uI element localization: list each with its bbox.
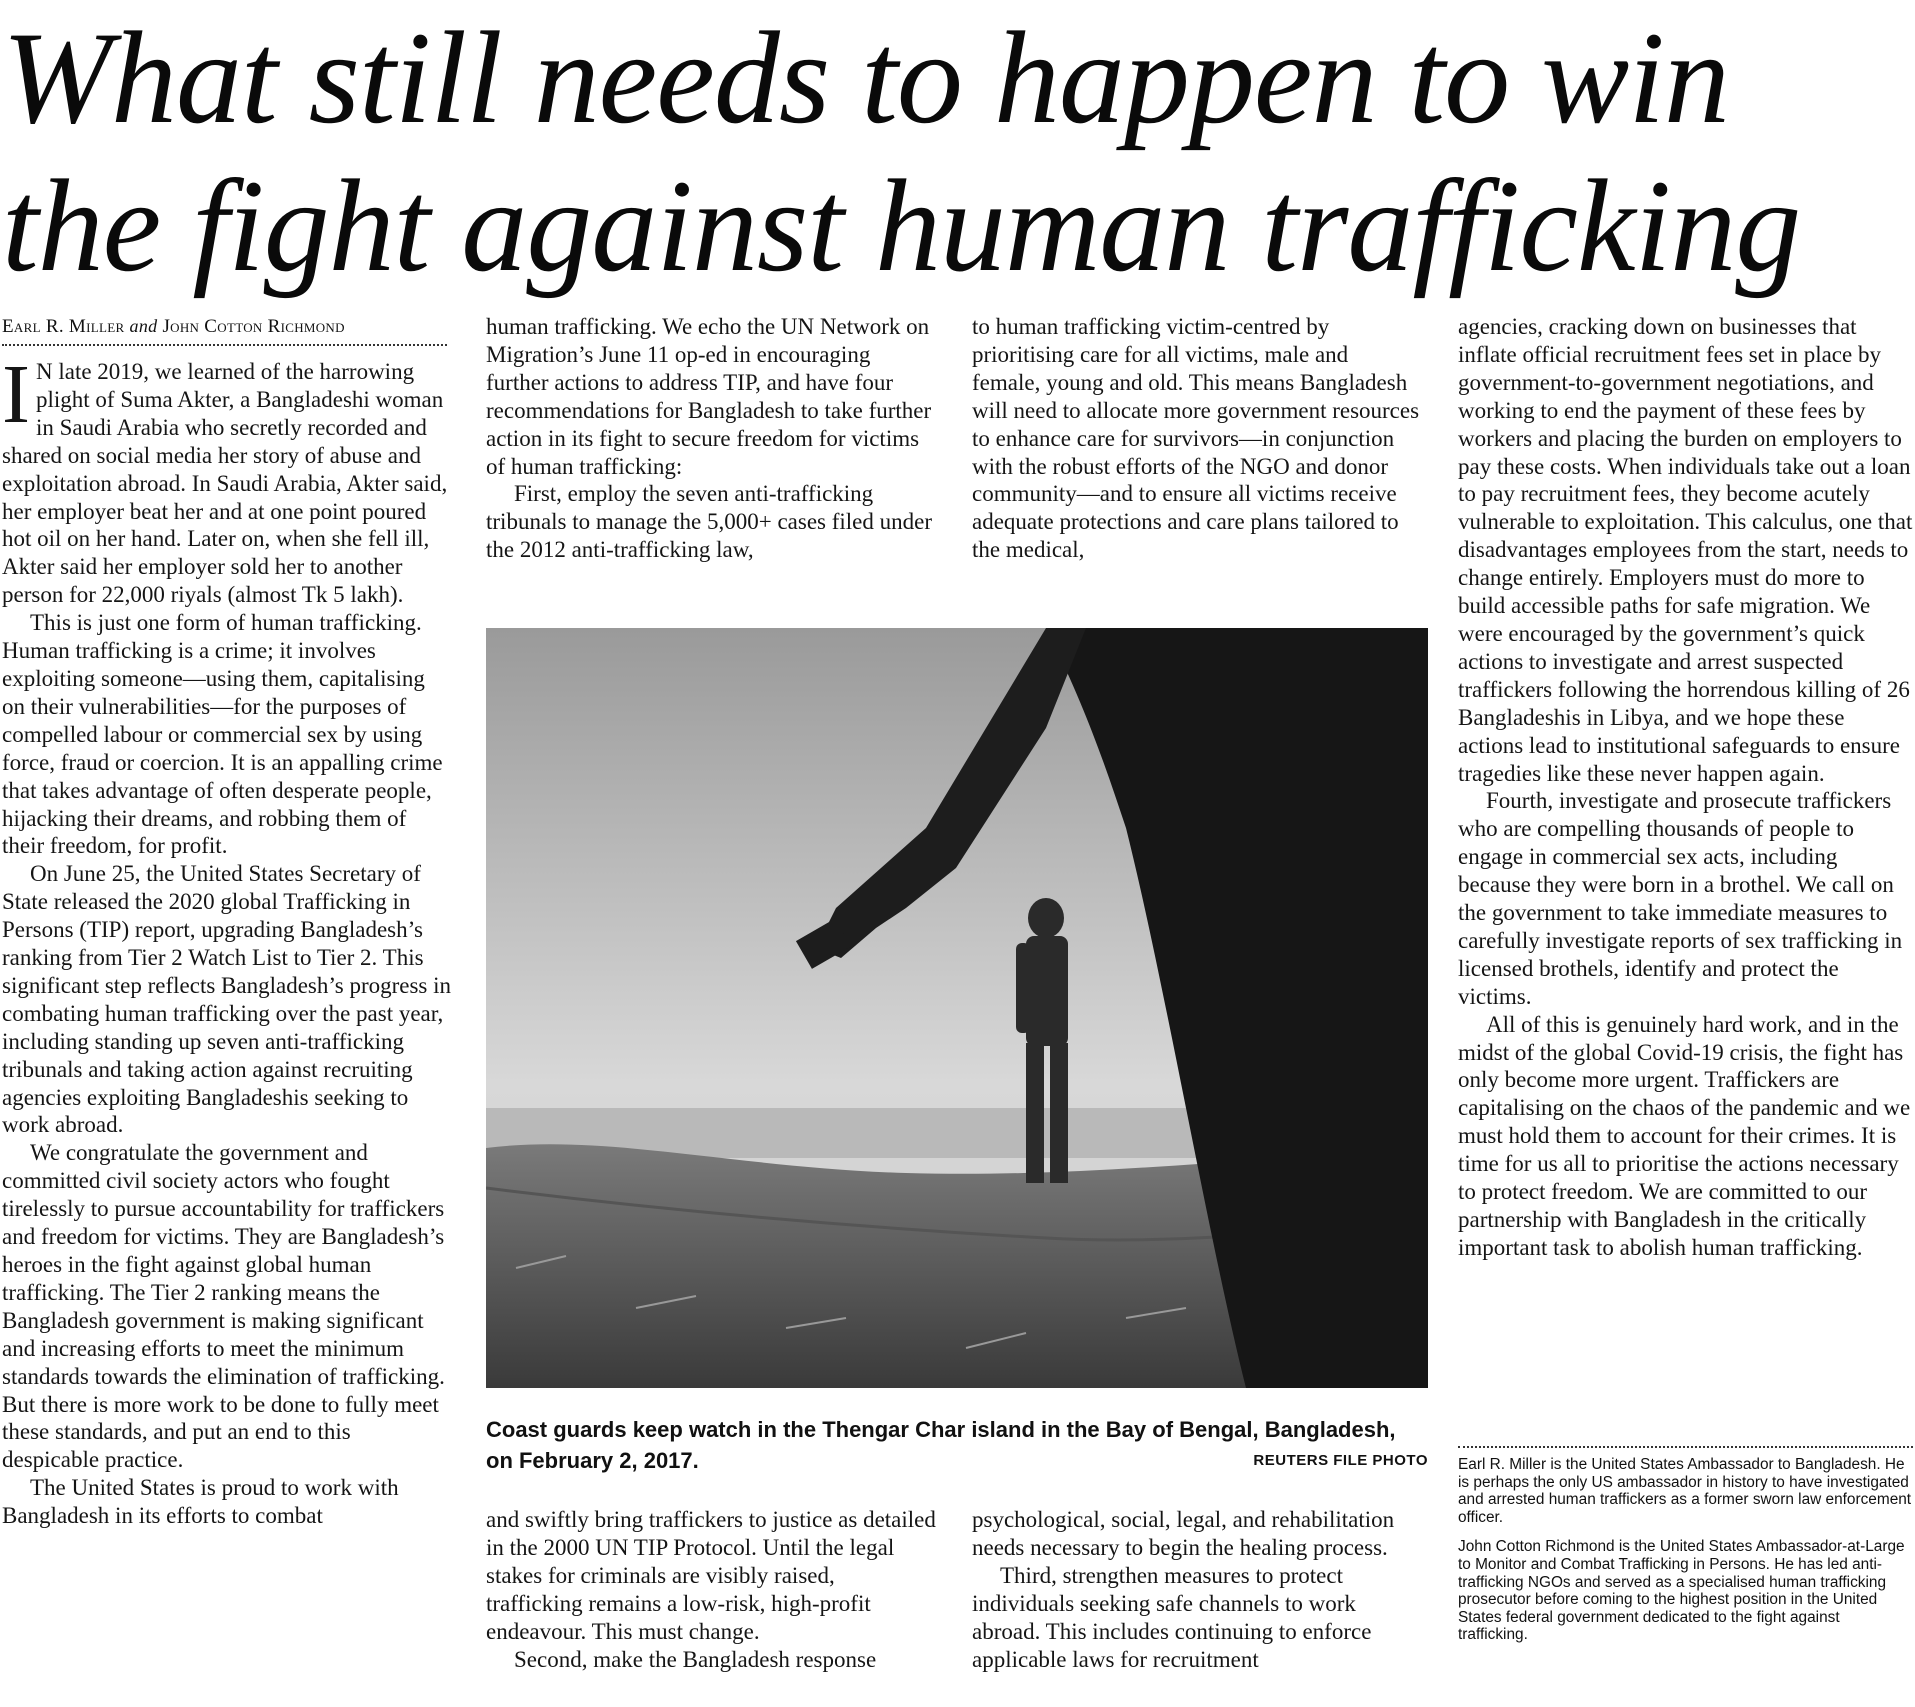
article-paragraph: This is just one form of human trafficking. Human trafficking is a crime; it involves exploiting someone—using them, capitalising on their vulnerabilities—for the purposes of compelled labour or commercial sex by using force, fraud or coercion. It is an appalling crime that takes advantage of often desperate people, hijacking their dreams, and robbing them of their freedom, for profit. [2, 610, 443, 859]
article-paragraph: The United States is proud to work with Bangladesh in its efforts to combat [2, 1475, 399, 1529]
author-name: Earl R. Miller [2, 316, 125, 337]
drop-cap: I [2, 348, 30, 441]
bio-miller: Earl R. Miller is the United States Ambassador to Bangladesh. He is perhaps the only US ambassador in history to have investigated and arrested human traffickers as a former sworn law enforcement officer. [1458, 1456, 1912, 1526]
photo-credit: REUTERS FILE PHOTO [1253, 1452, 1428, 1469]
article-paragraph: Fourth, investigate and prosecute traffickers who are compelling thousands of people to engage in commercial sex acts, including because they were born in a brothel. We call on the government to take immediate measures to carefully investigate reports of sex trafficking in licensed brothels, identify and protect the victims. [1458, 788, 1903, 1009]
article-column-3-bottom [972, 1506, 1422, 1673]
byline-conjunction: and [129, 316, 158, 336]
article-column-1 [2, 348, 452, 1530]
article-column-3-top [972, 313, 1422, 564]
caption-text: Coast guards keep watch in the Thengar Char island in the Bay of Bengal, Bangladesh, on February 2, 2017. [486, 1417, 1396, 1473]
article-paragraph: All of this is genuinely hard work, and in the midst of the global Covid-19 crisis, the fight has only become more urgent. Traffickers are capitalising on the chaos of the pandemic and we must hold them to account for their crimes. It is time for us all to prioritise the actions necessary to protect freedom. We are committed to our partnership with Bangladesh in the critically important task to abolish human trafficking. [1458, 1011, 1911, 1260]
photo-caption [486, 1414, 1428, 1476]
article-paragraph: Second, make the Bangladesh response [514, 1646, 877, 1672]
article-paragraph: Third, strengthen measures to protect individuals seeking safe channels to work abroad. This includes continuing to enforce applicable laws for recruitment [972, 1562, 1372, 1672]
author-name: John Cotton Richmond [162, 316, 345, 337]
bio-richmond: John Cotton Richmond is the United States Ambassador-at-Large to Monitor and Combat Trafficking in Persons. He has led anti-trafficking NGOs and served as a specialised human trafficking prosecutor before coming to the highest position in the United States federal government dedicated to the fight against trafficking. [1458, 1538, 1905, 1644]
news-photo [486, 628, 1428, 1388]
article-paragraph: We congratulate the government and committed civil society actors who fought tirelessly to pursue accountability for traffickers and freedom for victims. They are Bangladesh’s heroes in the fight against global human trafficking. The Tier 2 ranking means the Bangladesh government is making significant and increasing efforts to meet the minimum standards towards the elimination of trafficking. But there is more work to be done to fully meet these standards, and put an end to this despicable practice. [2, 1140, 445, 1473]
article-paragraph: I N late 2019, we learned of the harrowing plight of Suma Akter, a Bangladeshi woman in Saudi Arabia who secretly recorded and shared on social media her story of abuse and exploitation abroad. In Saudi Arabia, Akter said, her employer beat her and at one point poured hot oil on her hand. Later on, when she fell ill, Akter said her employer sold her to another person for 22,000 riyals (almost Tk 5 lakh). [2, 348, 448, 608]
article-column-2-top [486, 313, 936, 564]
article-column-2-bottom [486, 1506, 936, 1673]
coast-guard-photo [486, 628, 1428, 1388]
article-paragraph: On June 25, the United States Secretary of State released the 2020 global Trafficking in Persons (TIP) report, upgrading Bangladesh’s ranking from Tier 2 Watch List to Tier 2. This significant step reflects Bangladesh’s progress in combating human trafficking over the past year, including standing up seven anti-trafficking tribunals and taking action against recruiting agencies exploiting Bangladeshis seeking to work abroad. [2, 861, 452, 1138]
headline: What still needs to happen to win the fight against human trafficking [2, 4, 1801, 299]
article-paragraph: human trafficking. We echo the UN Network on Migration’s June 11 op-ed in encouraging further actions to address TIP, and have four recommendations for Bangladesh to take further action in its fight to secure freedom for victims of human trafficking: [486, 314, 932, 479]
article-paragraph: psychological, social, legal, and rehabilitation needs necessary to begin the healing process. [972, 1507, 1395, 1560]
byline [2, 316, 447, 346]
article-paragraph: to human trafficking victim-centred by prioritising care for all victims, male and female, young and old. This means Bangladesh will need to allocate more government resources to enhance care for survivors—in conjunction with the robust efforts of the NGO and donor community—and to ensure all victims receive adequate protections and care plans tailored to the medical, [972, 314, 1420, 563]
article-paragraph: and swiftly bring traffickers to justice as detailed in the 2000 UN TIP Protocol. Until the legal stakes for criminals are visibly raised, trafficking remains a low-risk, high-profit endeavour. This must change. [486, 1507, 936, 1644]
article-paragraph: agencies, cracking down on businesses that inflate official recruitment fees set in place by government-to-government negotiations, and working to end the payment of these fees by workers and placing the burden on employers to pay these costs. When individuals take out a loan to pay recruitment fees, they become acutely vulnerable to exploitation. This calculus, one that disadvantages employees from the start, needs to change entirely. Employers must do more to build accessible paths for safe migration. We were encouraged by the government’s quick actions to investigate and arrest suspected traffickers following the horrendous killing of 26 Bangladeshis in Libya, and we hope these actions lead to institutional safeguards to ensure tragedies like these never happen again. [1458, 314, 1913, 786]
article-paragraph: First, employ the seven anti-trafficking tribunals to manage the 5,000+ cases filed under the 2012 anti-trafficking law, [486, 481, 933, 563]
article-column-4 [1458, 313, 1913, 1262]
author-bio [1458, 1446, 1913, 1656]
